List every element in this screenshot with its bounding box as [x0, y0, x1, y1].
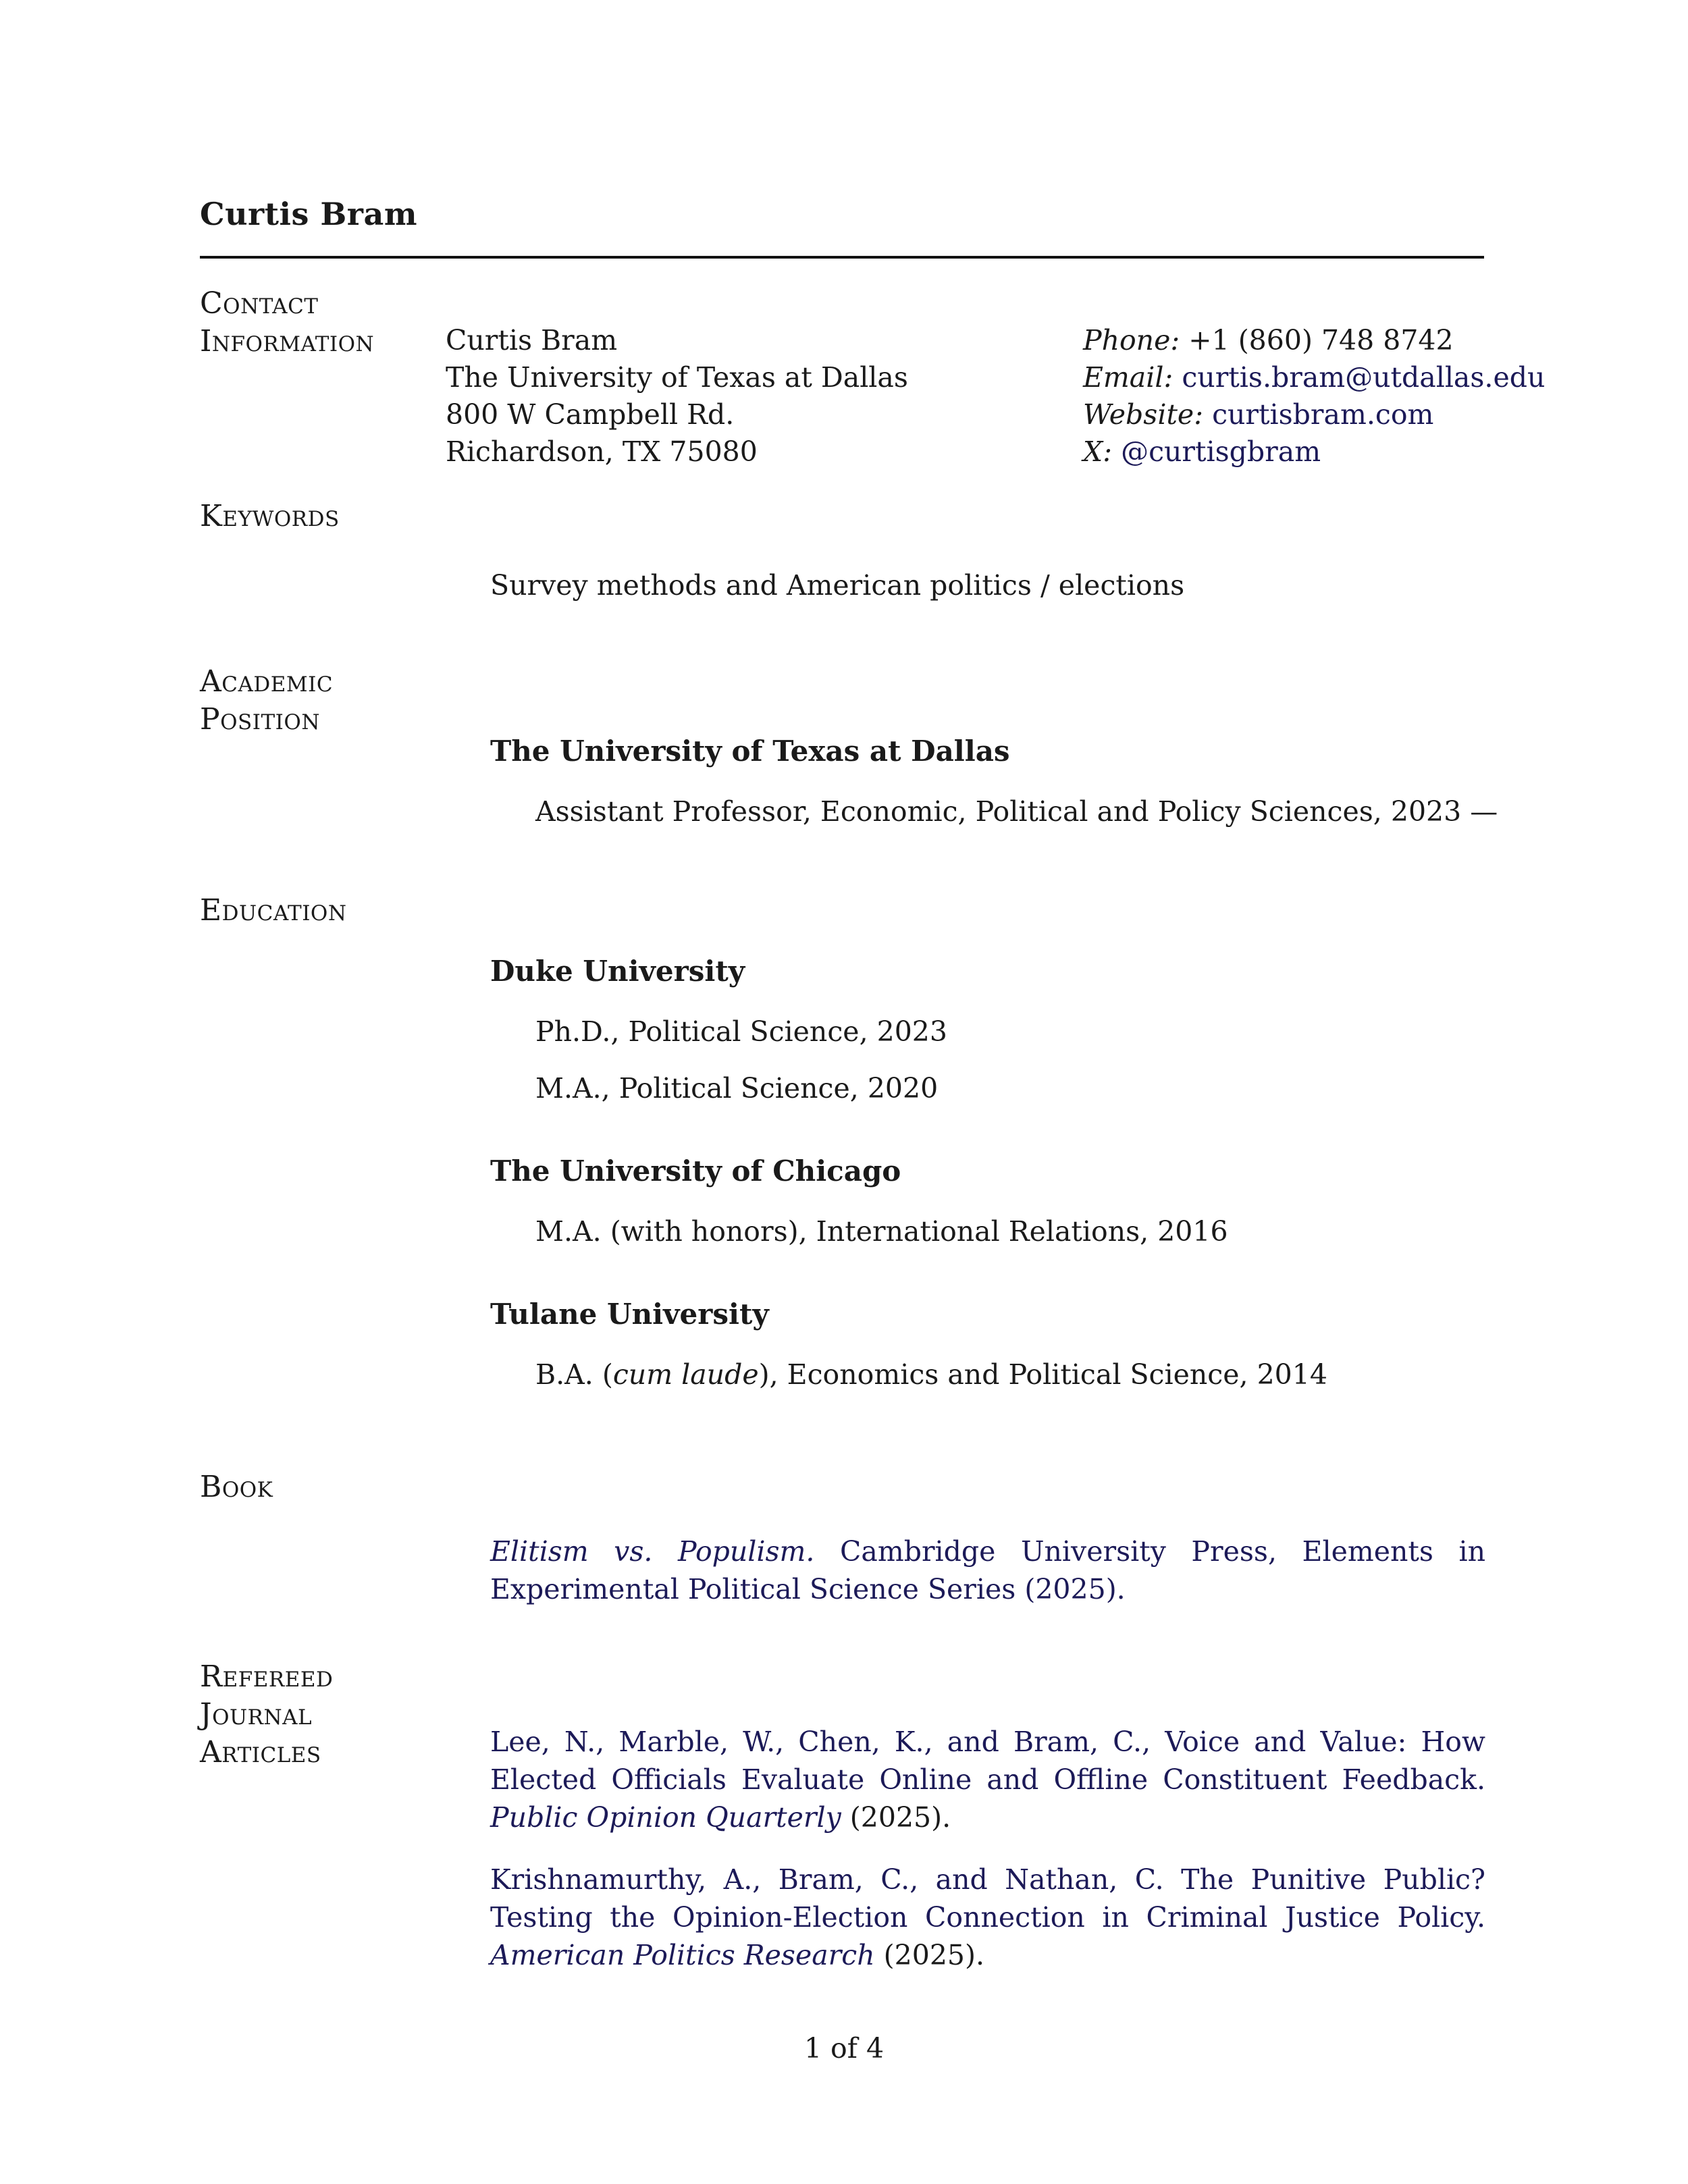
ba-prefix: B.A. (: [535, 1358, 613, 1391]
education-item-ba: [535, 1358, 1327, 1391]
contact-address: [446, 322, 908, 471]
book-details: Cambridge University Press, Elements in Experimental Political Science Series (2025).: [490, 1535, 1485, 1605]
education-org-tulane: Tulane University: [490, 1298, 769, 1331]
article-1-text: Lee, N., Marble, W., Chen, K., and Bram, C., Voice and Value: How Elected Officials Evaluate Online and Offline Constituent Feedback.: [490, 1726, 1485, 1796]
website-link[interactable]: curtisbram.com: [1212, 398, 1434, 431]
section-contact-line1: Contact: [200, 286, 319, 321]
address-line-institution: The University of Texas at Dallas: [446, 361, 908, 394]
section-refereed-line3: Articles: [200, 1735, 321, 1769]
article-2-text: Krishnamurthy, A., Bram, C., and Nathan, C. The Punitive Public? Testing the Opinion-Election Connection in Criminal Justice Policy.: [490, 1863, 1485, 1934]
x-link[interactable]: @curtisgbram: [1121, 435, 1321, 468]
address-line-street: 800 W Campbell Rd.: [446, 398, 735, 431]
section-keywords-line1: Keywords: [200, 499, 340, 533]
section-academic-heading: [200, 663, 333, 739]
section-refereed-line1: Refereed: [200, 1659, 334, 1694]
phone-row: [1083, 322, 1545, 359]
section-contact-heading: [200, 285, 374, 361]
header-rule: [200, 256, 1484, 259]
x-label: X:: [1083, 435, 1113, 468]
ba-suffix: ), Economics and Political Science, 2014: [758, 1358, 1327, 1391]
x-row: [1083, 433, 1545, 471]
email-label: Email:: [1083, 361, 1173, 394]
section-education-line1: Education: [200, 893, 347, 928]
education-item-phd: Ph.D., Political Science, 2023: [535, 1015, 947, 1048]
education-org-chicago: The University of Chicago: [490, 1154, 901, 1188]
article-1-journal: Public Opinion Quarterly: [490, 1801, 841, 1834]
address-line-city: Richardson, TX 75080: [446, 435, 758, 468]
page-number: 1 of 4: [803, 2032, 885, 2065]
section-contact-line2: Information: [200, 324, 375, 358]
education-item-ma-chicago: M.A. (with honors), International Relations, 2016: [535, 1215, 1228, 1248]
contact-details: [1083, 322, 1545, 471]
section-refereed-heading: [200, 1658, 333, 1772]
section-academic-line2: Position: [200, 702, 320, 737]
section-keywords-heading: [200, 498, 340, 535]
email-link[interactable]: curtis.bram@utdallas.edu: [1182, 361, 1546, 394]
book-title: Elitism vs. Populism.: [490, 1535, 815, 1568]
article-1-year: (2025).: [841, 1801, 951, 1834]
education-org-duke: Duke University: [490, 955, 745, 988]
address-line-name: Curtis Bram: [446, 324, 618, 356]
phone-value: +1 (860) 748 8742: [1188, 324, 1454, 356]
section-academic-line1: Academic: [200, 664, 334, 699]
section-book-line1: Book: [200, 1470, 273, 1504]
academic-org: The University of Texas at Dallas: [490, 735, 1010, 768]
book-entry[interactable]: [490, 1533, 1485, 1608]
ba-honor: cum laude: [612, 1358, 759, 1391]
email-row: [1083, 359, 1545, 396]
section-book-heading: [200, 1468, 273, 1506]
article-entry-1[interactable]: [490, 1723, 1485, 1836]
education-item-ma-duke: M.A., Political Science, 2020: [535, 1072, 939, 1104]
section-education-heading: [200, 892, 346, 930]
article-2-journal: American Politics Research: [490, 1939, 875, 1971]
section-refereed-line2: Journal: [200, 1697, 313, 1732]
website-label: Website:: [1083, 398, 1204, 431]
cv-name: Curtis Bram: [200, 196, 418, 232]
academic-role: Assistant Professor, Economic, Political and Policy Sciences, 2023 —: [535, 795, 1498, 828]
article-entry-2[interactable]: [490, 1861, 1485, 1974]
website-row: [1083, 396, 1545, 433]
keywords-text: Survey methods and American politics / elections: [490, 569, 1185, 602]
phone-label: Phone:: [1083, 324, 1180, 356]
article-2-year: (2025).: [874, 1939, 985, 1971]
